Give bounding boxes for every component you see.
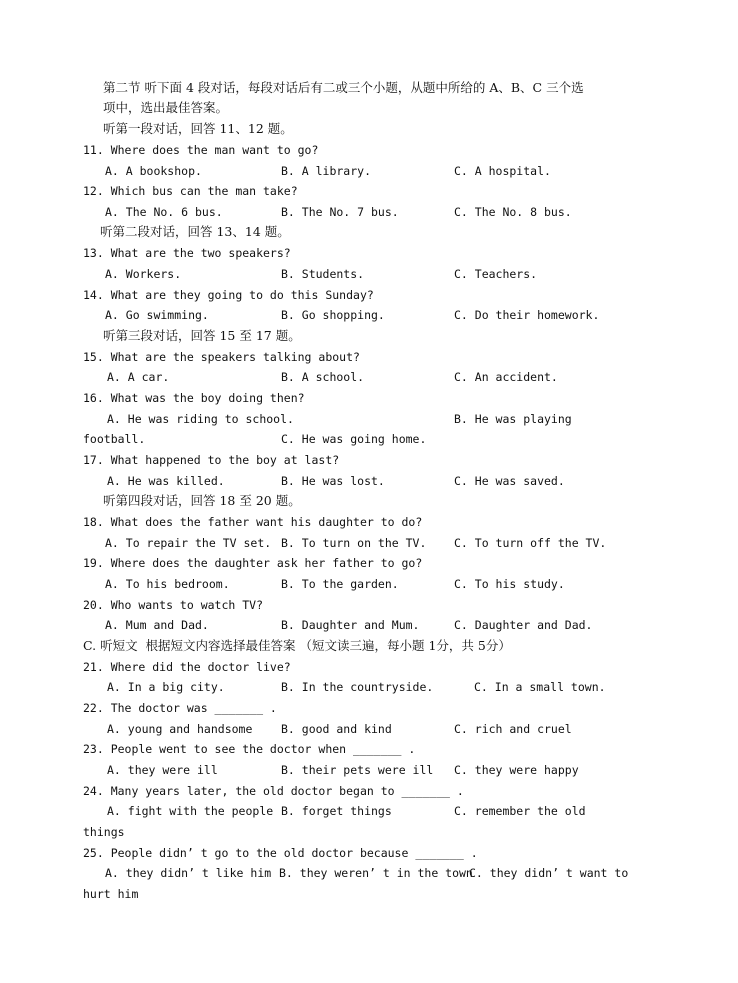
q14-stem: 14. What are they going to do this Sunday? [83,288,374,302]
q19-option-c: C. To his study. [454,577,565,591]
section-intro-line2: 项中，选出最佳答案。 [103,100,229,115]
q12-option-c: C. The No. 8 bus. [454,205,572,219]
q18-stem: 18. What does the father want his daughter to do? [83,515,423,529]
q11-option-b: B. A library. [281,164,372,178]
q25-option-c-wrap: hurt him [83,887,139,901]
q16-option-c: C. He was going home. [281,432,427,446]
q18-option-a: A. To repair the TV set. [105,536,272,550]
q13-option-a: A. Workers. [105,267,182,281]
q23-stem: 23. People went to see the doctor when _______ . [83,742,416,756]
q11-stem: 11. Where does the man want to go? [83,143,319,157]
q24-stem: 24. Many years later, the old doctor began to _______ . [83,784,464,798]
q25-option-c: C. they didn’ t want to [469,866,629,880]
section-intro-line1: 第二节 听下面 4 段对话，每段对话后有二或三个小题，从题中所给的 A、B、C 三个选 [103,80,584,95]
q15-stem: 15. What are the speakers talking about? [83,350,360,364]
q25-option-a: A. they didn’ t like him [105,866,272,880]
q21-stem: 21. Where did the doctor live? [83,660,291,674]
q17-option-c: C. He was saved. [454,474,565,488]
q16-stem: 16. What was the boy doing then? [83,391,305,405]
q11-option-a: A. A bookshop. [105,164,202,178]
q11-option-c: C. A hospital. [454,164,551,178]
q17-option-b: B. He was lost. [281,474,385,488]
q24-option-c: C. remember the old [454,804,586,818]
q12-stem: 12. Which bus can the man take? [83,184,298,198]
q16-option-b: B. He was playing [454,412,572,426]
q17-option-a: A. He was killed. [107,474,225,488]
part-c-header: C. 听短文 根据短文内容选择最佳答案 （短文读三遍，每小题 1分，共 5分） [83,638,511,653]
q25-stem: 25. People didn’ t go to the old doctor because _______ . [83,846,478,860]
q24-option-c-wrap: things [83,825,125,839]
q15-option-b: B. A school. [281,370,365,384]
q22-option-b: B. good and kind [281,722,392,736]
q14-option-b: B. Go shopping. [281,308,385,322]
q16-option-a: A. He was riding to school. [107,412,294,426]
q20-stem: 20. Who wants to watch TV? [83,598,264,612]
q24-option-a: A. fight with the people [107,804,274,818]
q13-stem: 13. What are the two speakers? [83,246,291,260]
q24-option-b: B. forget things [281,804,392,818]
q22-stem: 22. The doctor was _______ . [83,701,277,715]
q21-option-b: B. In the countryside. [281,680,434,694]
q20-option-b: B. Daughter and Mum. [281,618,420,632]
q22-option-c: C. rich and cruel [454,722,572,736]
q13-option-c: C. Teachers. [454,267,538,281]
dialog-4-header: 听第四段对话，回答 18 至 20 题。 [103,493,301,508]
q18-option-b: B. To turn on the TV. [281,536,427,550]
q19-option-a: A. To his bedroom. [105,577,230,591]
q19-option-b: B. To the garden. [281,577,399,591]
dialog-1-header: 听第一段对话，回答 11、12 题。 [103,121,293,136]
q20-option-a: A. Mum and Dad. [105,618,209,632]
q23-option-c: C. they were happy [454,763,579,777]
q14-option-c: C. Do their homework. [454,308,600,322]
q23-option-a: A. they were ill [107,763,218,777]
q22-option-a: A. young and handsome [107,722,253,736]
q16-option-b-wrap: football. [83,432,146,446]
dialog-2-header: 听第二段对话，回答 13、14 题。 [100,224,290,239]
q13-option-b: B. Students. [281,267,365,281]
q19-stem: 19. Where does the daughter ask her father to go? [83,556,423,570]
dialog-3-header: 听第三段对话，回答 15 至 17 题。 [103,328,301,343]
q15-option-a: A. A car. [107,370,170,384]
q23-option-b: B. their pets were ill [281,763,434,777]
q21-option-c: C. In a small town. [474,680,606,694]
q12-option-b: B. The No. 7 bus. [281,205,399,219]
q25-option-b: B. they weren’ t in the town [279,866,473,880]
q14-option-a: A. Go swimming. [105,308,209,322]
q20-option-c: C. Daughter and Dad. [454,618,593,632]
q15-option-c: C. An accident. [454,370,558,384]
q12-option-a: A. The No. 6 bus. [105,205,223,219]
q18-option-c: C. To turn off the TV. [454,536,607,550]
q17-stem: 17. What happened to the boy at last? [83,453,340,467]
q21-option-a: A. In a big city. [107,680,225,694]
